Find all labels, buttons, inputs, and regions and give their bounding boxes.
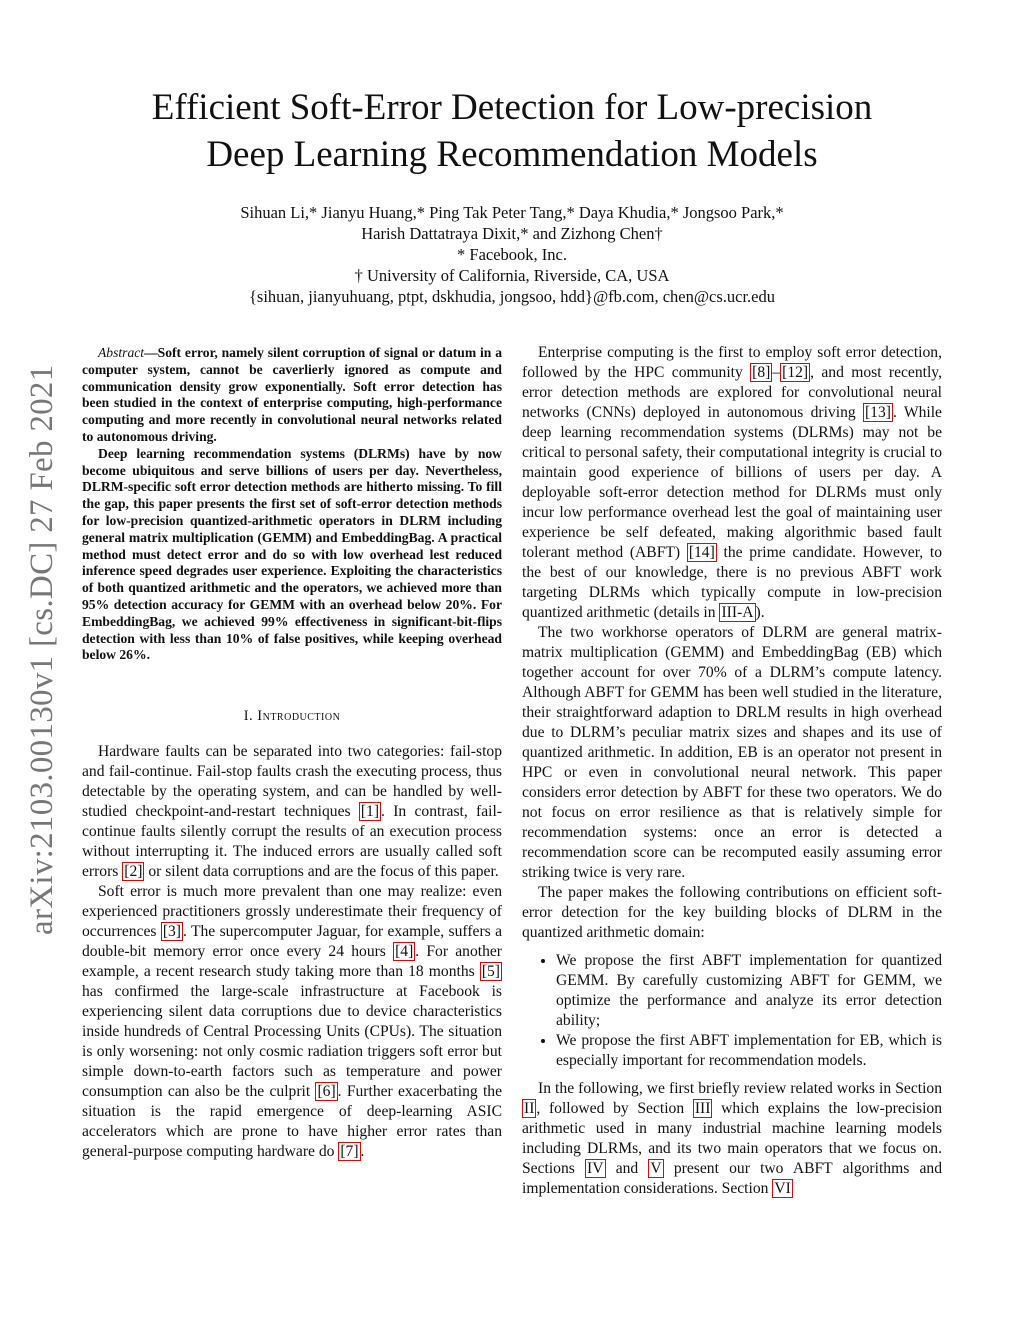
paragraph-text: ). xyxy=(755,604,765,621)
paragraph-text: In the following, we first briefly review related works in Section xyxy=(538,1080,942,1097)
citation-link[interactable]: V xyxy=(650,1160,662,1177)
abstract xyxy=(82,345,502,664)
title-line: Deep Learning Recommendation Models xyxy=(206,134,818,175)
abstract-paragraph xyxy=(82,345,502,446)
affiliation: † University of California, Riverside, CA, USA xyxy=(354,266,670,285)
paragraph xyxy=(522,623,942,883)
abstract-paragraph: Deep learning recommendation systems (DLRMs) have by now become ubiquitous and serve billions of users per day. Nevertheless, DLRM-specific soft error detection methods are hitherto missing. To fill the gap, this paper presents the first set of soft-error detection methods for low-precision quantized-arithmetic operators in DLRM including general matrix multiplication (GEMM) and EmbeddingBag. A practical method must detect error and do so with low overhead lest reduced inference speed degrades user experience. Exploiting the characteristics of both quantized arithmetic and the operators, we achieved more than 95% detection accuracy for GEMM with an overhead below 20%. For EmbeddingBag, we achieved 99% effectiveness in significant-bit-flips detection with less than 10% of false positives, while keeping overhead below 26%. xyxy=(82,445,502,663)
citation-link[interactable]: [7] xyxy=(340,1143,359,1160)
author-block xyxy=(0,202,1024,307)
emails: {sihuan, jianyuhuang, ptpt, dskhudia, jongsoo, hdd}@fb.com, chen@cs.ucr.edu xyxy=(248,287,776,306)
paragraph-text: Soft error is much more prevalent than one may realize: even experienced practitioners grossly underestimate their frequency of occurrences xyxy=(82,883,502,940)
paragraph xyxy=(522,1079,942,1199)
paragraph-text: which explains the low-precision arithmetic used in many industrial machine learning models including DLRMs, and its two main operators that we focus on. Sections xyxy=(522,1100,942,1177)
paragraph xyxy=(82,742,502,882)
paragraph-text: , followed by Section xyxy=(536,1100,693,1117)
citation-link[interactable]: [6] xyxy=(317,1083,336,1100)
citation-link[interactable]: III-A xyxy=(721,604,754,621)
list-item: • We propose the first ABFT implementation for quantized GEMM. By carefully customizing ABFT for GEMM, we optimize the performance and analyze its error detection ability; xyxy=(556,951,942,1031)
paragraph-text: The two workhorse operators of DLRM are general matrix-matrix multiplication (GEMM) and EmbeddingBag (EB) which together account for over 70% of a DLRM’s compute latency. Although ABFT for GEMM has been well studied in the literature, their straightforward adaption to DRLM results in high overhead due to DLRM’s peculiar matrix sizes and shapes and its use of quantized arithmetic. In addition, EB is an operator not present in HPC or even in convolutional neural network. This paper considers error detection by ABFT for these two operators. We do not focus on error resilience as that is relatively simple for recommendation systems: once an error is detected a recommendation score can be recomputed easily assuming error striking twice is very rare. xyxy=(522,624,942,881)
paragraph-text: present our two ABFT algorithms and implementation considerations. Section xyxy=(522,1160,942,1197)
paragraph-text: Enterprise computing is the first to employ soft error detection, followed by the HPC community xyxy=(522,344,942,381)
paragraph-text: – xyxy=(772,364,781,381)
citation-link[interactable]: [8] xyxy=(752,364,771,381)
paragraph-text: or silent data corruptions and are the focus of this paper. xyxy=(144,863,499,880)
paragraph-text: . The supercomputer Jaguar, for example, suffers a double-bit memory error once every 24 hours xyxy=(82,923,502,960)
paragraph-text: , and most recently, error detection methods are explored for convolutional neural networks (CNNs) deployed in autonomous driving xyxy=(522,364,942,421)
paragraph-text: . While deep learning recommendation systems (DLRMs) may not be critical to personal safety, their computational integrity is crucial to maintain good experience of billions of users per day. A deployable soft-error detection method for DLRMs must only incur low performance overhead lest the goal of maintaining user experience be self defeated, making algorithmic based fault tolerant method (ABFT) xyxy=(522,404,942,561)
citation-link[interactable]: III xyxy=(694,1100,711,1117)
title-line: Efficient Soft-Error Detection for Low-precision xyxy=(151,87,873,128)
citation-link[interactable]: [5] xyxy=(481,963,500,980)
paragraph-text: . xyxy=(360,1143,365,1160)
paragraph xyxy=(82,882,502,1162)
paper-title xyxy=(0,84,1024,178)
paragraph-text: . Further exacerbating the situation is the rapid emergence of deep-learning ASIC accelerators which are prone to have higher error rates than general-purpose computing hardware do xyxy=(82,1083,502,1160)
abstract-label: Abstract xyxy=(98,345,145,360)
paragraph-text: the prime candidate. However, to the best of our knowledge, there is no previous ABFT work targeting DLRMs which typically compute in low-precision quantized arithmetic (details in xyxy=(522,544,943,621)
paragraph xyxy=(522,343,942,623)
citation-link[interactable]: VI xyxy=(774,1180,791,1197)
paragraph-text: Hardware faults can be separated into two categories: fail-stop and fail-continue. Fail-stop faults crash the executing process, thus detectable by the operating system, and can be handled by well-studied checkpoint-and-restart techniques xyxy=(82,743,502,820)
citation-link[interactable]: [2] xyxy=(124,863,143,880)
citation-link[interactable]: [4] xyxy=(395,943,414,960)
list-item: • We propose the first ABFT implementation for EB, which is especially important for recommendation models. xyxy=(556,1031,942,1071)
paragraph-text: . In contrast, fail-continue faults silently corrupt the results of an execution process without interrupting it. The induced errors are usually called soft errors xyxy=(82,803,502,880)
arxiv-identifier: arXiv:2103.00130v1 [cs.DC] 27 Feb 2021 xyxy=(24,364,60,935)
paragraph-text: The paper makes the following contributions on efficient soft-error detection for the key building blocks of DLRM in the quantized arithmetic domain: xyxy=(522,884,942,941)
author-line: Sihuan Li,* Jianyu Huang,* Ping Tak Peter Tang,* Daya Khudia,* Jongsoo Park,* xyxy=(240,203,784,222)
contributions-list xyxy=(522,951,942,1071)
citation-link[interactable]: [13] xyxy=(864,404,891,421)
introduction-left xyxy=(82,742,502,1162)
abstract-text: —Soft error, namely silent corruption of signal or datum in a computer system, cannot be caverlierly ignored as compute and communication density grow exponentially. Soft error detection has been studied in the context of enterprise computing, high-performance computing and more recently in convolutional neural networks related to autonomous driving. xyxy=(82,345,502,444)
citation-link[interactable]: [12] xyxy=(782,364,809,381)
paragraph xyxy=(522,883,942,943)
citation-link[interactable]: IV xyxy=(587,1160,604,1177)
section-heading: I. Introduction xyxy=(243,708,341,724)
citation-link[interactable]: [14] xyxy=(688,544,715,561)
citation-link[interactable]: [3] xyxy=(162,923,181,940)
citation-link[interactable]: [1] xyxy=(360,803,380,820)
introduction-right xyxy=(522,343,942,1199)
author-line: Harish Dattatraya Dixit,* and Zizhong Chen† xyxy=(361,224,663,243)
paragraph-text: . For another example, a recent research study taking more than 18 months xyxy=(82,943,502,980)
paragraph-text: has confirmed the large-scale infrastructure at Facebook is experiencing silent data corruptions due to device characteristics inside hundreds of Central Processing Units (CPUs). The situation is only worsening: not only cosmic radiation triggers soft error but simple down-to-earth factors such as temperature and power consumption can also be the culprit xyxy=(82,983,502,1100)
citation-link[interactable]: II xyxy=(524,1100,535,1117)
paragraph-text: and xyxy=(605,1160,649,1177)
affiliation: * Facebook, Inc. xyxy=(457,245,567,264)
